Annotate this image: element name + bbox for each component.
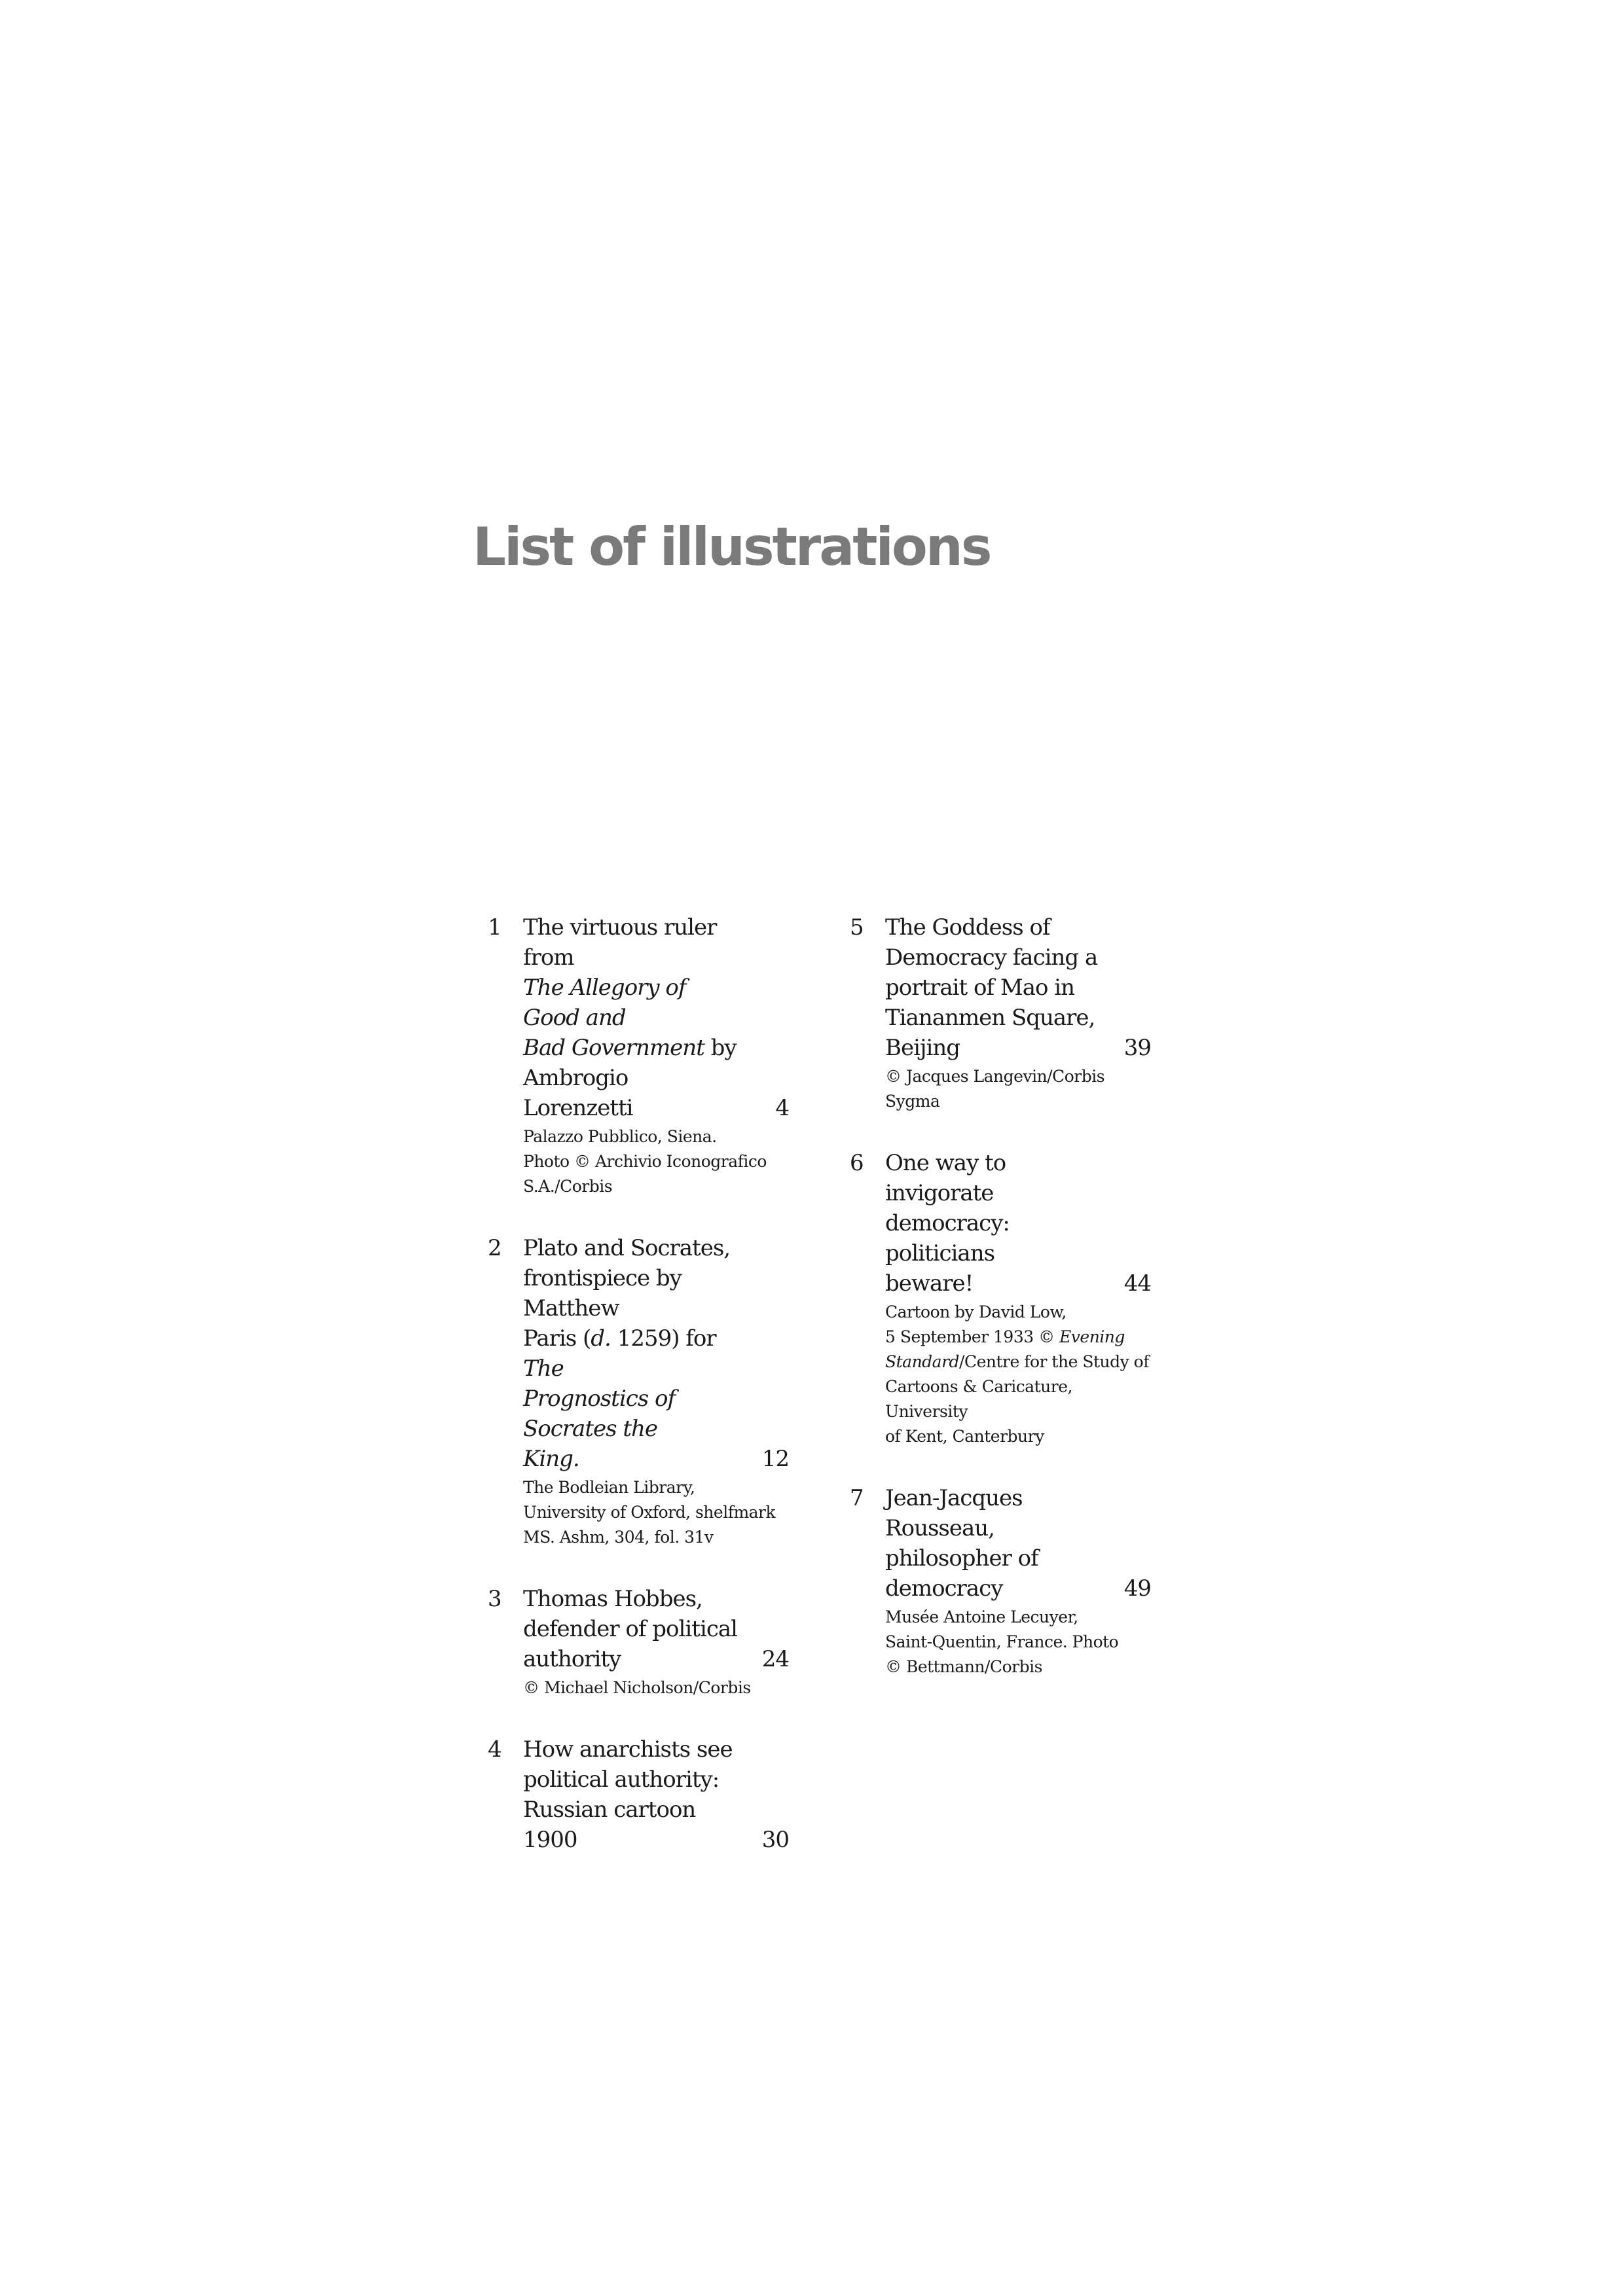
caption-line: How anarchists see [523, 1736, 733, 1763]
entry-credit [523, 1676, 789, 1700]
illustrations-column-left [488, 912, 789, 1889]
caption-line [885, 1033, 1151, 1063]
entry-page-number: 49 [1123, 1575, 1151, 1602]
entry-number: 2 [488, 1235, 502, 1261]
credit-line: © Bettmann/Corbis [885, 1657, 1042, 1676]
caption-line: Tiananmen Square, [885, 1005, 1095, 1031]
caption-text: Ambrogio Lorenzetti [523, 1065, 633, 1121]
caption-text: beware! [885, 1270, 974, 1297]
credit-line [885, 1350, 1151, 1374]
credit-line: Cartoons & Caricature, University [885, 1377, 1072, 1421]
entry-number: 6 [850, 1150, 864, 1176]
credit-line: Palazzo Pubblico, Siena. [523, 1127, 717, 1146]
caption-text: by [704, 1035, 737, 1061]
caption-title-italic: Bad Government [523, 1035, 704, 1061]
entry-number: 3 [488, 1586, 502, 1612]
entry-number: 7 [850, 1485, 864, 1511]
caption-text: authority [523, 1646, 621, 1672]
caption-line [523, 1063, 789, 1123]
entry-number: 4 [488, 1736, 502, 1763]
entry-caption [523, 1584, 789, 1674]
caption-text: 1259) for [610, 1325, 716, 1352]
caption-text: Paris ( [523, 1325, 591, 1352]
entry-credit [885, 1300, 1151, 1449]
illustration-entry-5 [850, 912, 1151, 1114]
page-title: List of illustrations [473, 516, 991, 577]
entry-caption [885, 912, 1151, 1063]
illustration-entry-1 [488, 912, 789, 1199]
credit-text: 5 September 1933 © [885, 1327, 1060, 1346]
credit-line: Saint-Quentin, France. Photo [885, 1632, 1119, 1651]
entry-credit [523, 1124, 789, 1199]
entry-credit [523, 1475, 789, 1550]
caption-line [885, 1268, 1151, 1299]
entry-page-number: 44 [1123, 1270, 1151, 1297]
caption-line: Democracy facing a [885, 944, 1098, 971]
caption-title-italic: The [523, 1355, 564, 1382]
caption-text: Beijing [885, 1035, 960, 1061]
caption-line: The Allegory of Good and [523, 975, 686, 1031]
illustration-entry-4 [488, 1734, 789, 1855]
caption-title-italic: King. [523, 1446, 579, 1472]
caption-line: The Goddess of [885, 914, 1050, 941]
caption-line [523, 1323, 743, 1384]
credit-line: Musée Antoine Lecuyer, [885, 1607, 1078, 1626]
illustration-entry-3 [488, 1584, 789, 1700]
caption-text: democracy [885, 1575, 1003, 1602]
illustrations-column-right [850, 912, 1151, 1713]
caption-line [523, 1795, 789, 1855]
entry-caption [885, 1148, 1151, 1299]
caption-line [885, 1573, 1151, 1604]
entry-credit [885, 1064, 1151, 1114]
caption-line: defender of political [523, 1616, 738, 1642]
entry-caption [523, 1734, 789, 1855]
caption-line [523, 1444, 789, 1474]
caption-line: Thomas Hobbes, [523, 1586, 702, 1612]
credit-line: © Michael Nicholson/Corbis [523, 1678, 751, 1697]
caption-line: philosopher of [885, 1545, 1038, 1571]
illustration-entry-7 [850, 1483, 1151, 1679]
credit-line: Cartoon by David Low, [885, 1302, 1067, 1321]
caption-line: political authority: [523, 1767, 720, 1793]
entry-page-number: 12 [761, 1446, 789, 1472]
entry-caption [523, 1233, 789, 1474]
credit-line: S.A./Corbis [523, 1177, 613, 1196]
caption-line: One way to invigorate [885, 1150, 1006, 1206]
caption-text: Russian cartoon 1900 [523, 1797, 696, 1853]
entry-credit [885, 1605, 1151, 1679]
caption-line: Prognostics of Socrates the [523, 1386, 676, 1442]
credit-text: /Centre for the Study of [959, 1352, 1149, 1371]
credit-line: University of Oxford, shelfmark [523, 1503, 776, 1522]
caption-line: democracy: politicians [885, 1210, 1010, 1266]
credit-text-italic: Standard [885, 1352, 960, 1371]
entry-page-number: 24 [761, 1646, 789, 1672]
entry-page-number: 4 [775, 1095, 789, 1121]
caption-line: Plato and Socrates, [523, 1235, 731, 1261]
credit-line: Sygma [885, 1092, 940, 1111]
credit-line: The Bodleian Library, [523, 1478, 695, 1497]
entry-caption [885, 1483, 1151, 1604]
credit-line: © Jacques Langevin/Corbis [885, 1067, 1105, 1086]
credit-line [885, 1325, 1151, 1350]
credit-text-italic: Evening [1059, 1327, 1125, 1346]
entry-number: 1 [488, 914, 502, 941]
credit-line: of Kent, Canterbury [885, 1427, 1044, 1446]
entry-number: 5 [850, 914, 864, 941]
caption-line: frontispiece by Matthew [523, 1265, 682, 1321]
caption-line: portrait of Mao in [885, 975, 1075, 1001]
credit-line: MS. Ashm, 304, fol. 31v [523, 1528, 714, 1547]
entry-page-number: 30 [761, 1827, 789, 1853]
illustration-entry-2 [488, 1233, 789, 1550]
caption-line [523, 1644, 789, 1674]
caption-line [523, 1033, 743, 1063]
credit-line: Photo © Archivio Iconografico [523, 1152, 767, 1171]
caption-line: Jean-Jacques Rousseau, [885, 1485, 1023, 1541]
caption-text-italic: d. [591, 1325, 611, 1352]
entry-page-number: 39 [1123, 1035, 1151, 1061]
illustration-entry-6 [850, 1148, 1151, 1449]
entry-caption [523, 912, 789, 1123]
caption-line: The virtuous ruler from [523, 914, 717, 971]
